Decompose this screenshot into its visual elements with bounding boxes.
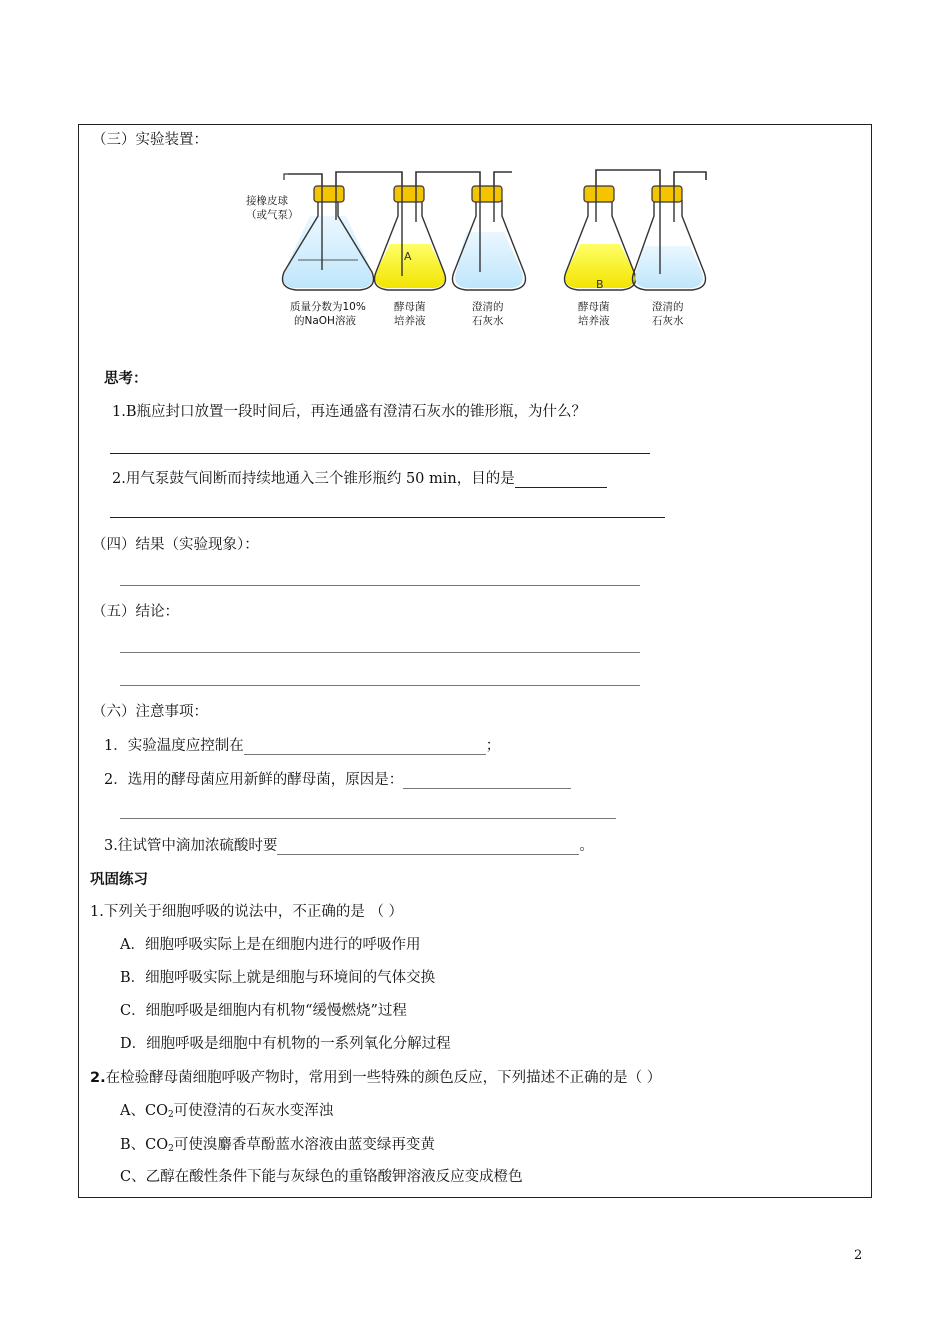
section3-title: （三）实验装置：: [92, 132, 208, 148]
practice-q2-option-a[interactable]: [120, 1102, 333, 1124]
practice-q2-num: 2.: [90, 1070, 106, 1086]
note-2: [104, 771, 571, 789]
q2-a-pre: A、CO: [120, 1103, 168, 1119]
flask-yeast-b: [565, 186, 636, 291]
flask-naoh: [283, 186, 374, 290]
caption-yeast-b-1: 酵母菌: [578, 301, 610, 313]
answer-line-q1[interactable]: [110, 453, 650, 454]
q2-a-sub: 2: [167, 1110, 174, 1120]
flask-a-mark: A: [404, 250, 412, 263]
section6-title: （六）注意事项：: [92, 704, 208, 720]
practice-q1-option-d[interactable]: D．细胞呼吸是细胞中有机物的一系列氧化分解过程: [120, 1036, 451, 1052]
practice-q2-option-c[interactable]: C、乙醇在酸性条件下能与灰绿色的重铬酸钾溶液反应变成橙色: [120, 1169, 523, 1185]
lime-1-liquid: [455, 232, 523, 288]
note-3: [104, 837, 594, 855]
practice-q1-option-c[interactable]: C．细胞呼吸是细胞内有机物“缓慢燃烧”过程: [120, 1003, 407, 1019]
practice-q1-option-a[interactable]: A．细胞呼吸实际上是在细胞内进行的呼吸作用: [120, 937, 421, 953]
note-2-text: 2．选用的酵母菌应用新鲜的酵母菌，原因是：: [104, 772, 404, 788]
section5-title: （五）结论：: [92, 604, 179, 620]
practice-q2-stem: [90, 1069, 661, 1087]
pump-arrow: [284, 174, 288, 180]
practice-q2-option-b[interactable]: [120, 1136, 435, 1158]
caption-naoh-1: 质量分数为10%: [290, 301, 366, 313]
note-1-post: ；: [485, 738, 501, 754]
note-3-post: 。: [579, 838, 594, 854]
note-3-blank[interactable]: [277, 840, 579, 855]
flask-b-mark: B: [596, 278, 604, 291]
think-q2-text: 2.用气泵鼓气间断而持续地通入三个锥形瓶约 50 min，目的是: [112, 471, 515, 487]
think-title: 思考：: [104, 371, 148, 387]
think-q2: [112, 470, 607, 488]
caption-yeast-b-2: 培养液: [578, 315, 610, 327]
note-3-pre: 3.往试管中滴加浓硫酸时要: [104, 838, 278, 854]
note-2-blank[interactable]: [403, 774, 571, 789]
caption-yeast-a-1: 酵母菌: [394, 301, 426, 313]
caption-yeast-a-2: 培养液: [394, 315, 426, 327]
conclusion-line-1[interactable]: [120, 652, 640, 653]
lime-2-liquid: [635, 246, 703, 288]
answer-blank-q2[interactable]: [515, 473, 607, 488]
q2-b-post: 可使溴麝香草酚蓝水溶液由蓝变绿再变黄: [173, 1137, 435, 1153]
q2-b-sub: 2: [168, 1144, 174, 1154]
think-q1: 1.B瓶应封口放置一段时间后，再连通盛有澄清石灰水的锥形瓶，为什么？: [112, 404, 586, 420]
apparatus-diagram: [240, 160, 720, 332]
q2-b-pre: B、CO: [120, 1137, 169, 1153]
result-line[interactable]: [120, 585, 640, 586]
section4-title: （四）结果（实验现象）：: [92, 537, 259, 553]
pump-label-1: 接橡皮球: [246, 195, 288, 207]
note-1: [104, 737, 500, 755]
caption-lime-1-1: 澄清的: [472, 301, 504, 313]
answer-line-q2b[interactable]: [110, 517, 665, 518]
q2-a-post: 可使澄清的石灰水变浑浊: [173, 1103, 334, 1119]
note-1-blank[interactable]: [244, 740, 486, 755]
flask-yeast-a: [375, 186, 446, 290]
caption-lime-2-1: 澄清的: [652, 301, 684, 313]
note-2-line[interactable]: [120, 818, 616, 819]
caption-naoh-2: 的NaOH溶液: [294, 315, 356, 327]
connecting-tubes: [288, 170, 706, 186]
practice-q1-stem: 1.下列关于细胞呼吸的说法中，不正确的是 （ ）: [90, 904, 404, 920]
flask-lime-2: [633, 186, 706, 290]
note-1-pre: 1．实验温度应控制在: [104, 738, 244, 754]
page-number: 2: [854, 1248, 863, 1263]
pump-label-2: （或气泵）: [246, 209, 299, 221]
caption-lime-2-2: 石灰水: [652, 315, 684, 327]
caption-lime-1-2: 石灰水: [472, 315, 504, 327]
practice-q1-option-b[interactable]: B．细胞呼吸实际上就是细胞与环境间的气体交换: [120, 970, 436, 986]
practice-title: 巩固练习: [90, 872, 148, 888]
practice-q2-text: 在检验酵母菌细胞呼吸产物时，常用到一些特殊的颜色反应，下列描述不正确的是（ ）: [105, 1070, 662, 1086]
conclusion-line-2[interactable]: [120, 685, 640, 686]
flask-lime-1: [453, 186, 526, 290]
